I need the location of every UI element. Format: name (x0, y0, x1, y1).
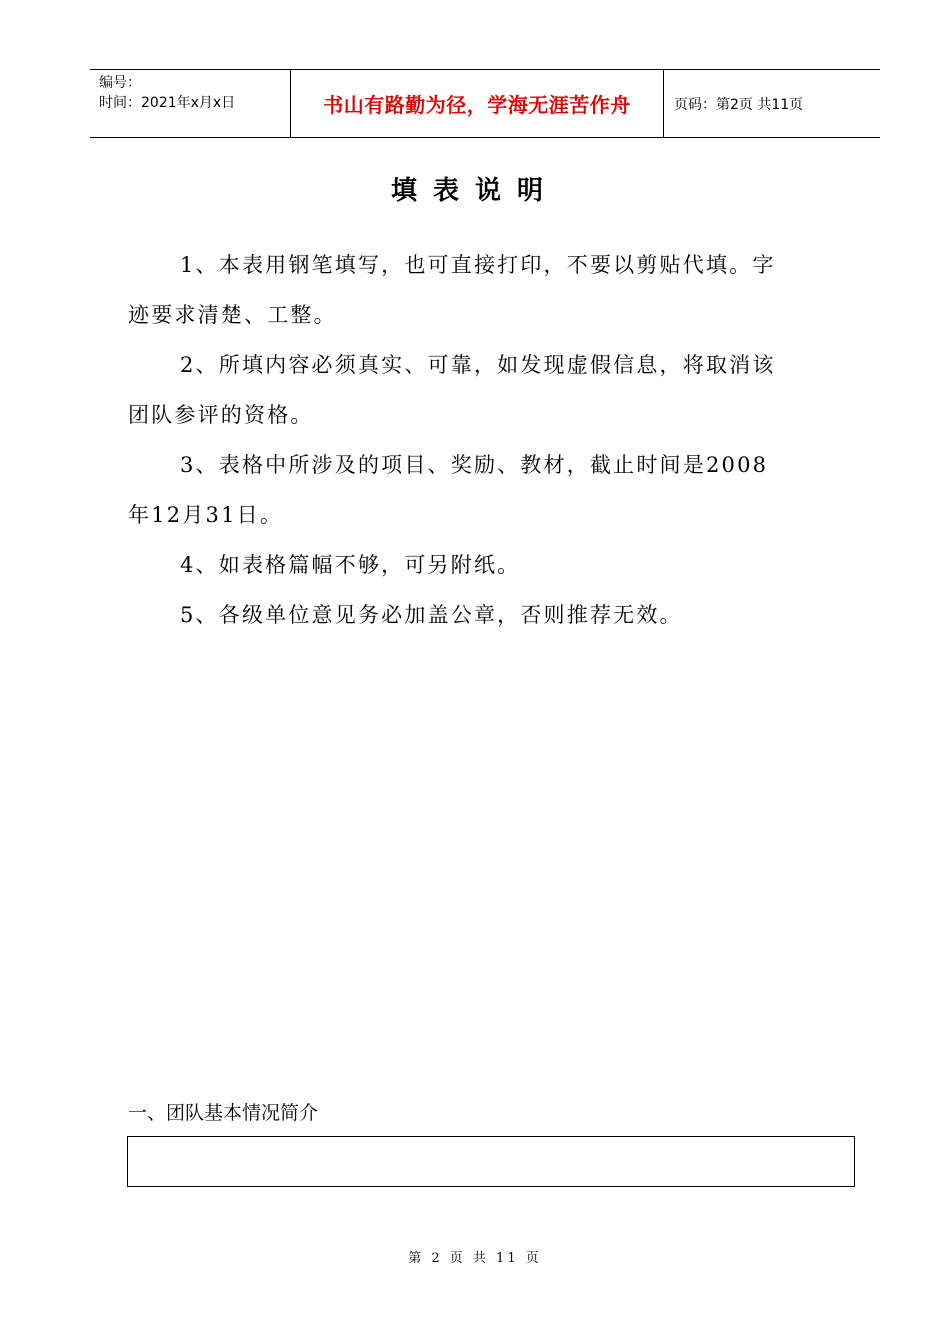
instruction-item (128, 240, 844, 340)
instruction-item (128, 540, 844, 590)
instruction-line: 4、如表格篇幅不够，可另附纸。 (180, 553, 521, 577)
header-motto-cell (291, 70, 664, 137)
section-content-box[interactable] (127, 1136, 855, 1187)
instruction-line: 5、各级单位意见务必加盖公章，否则推荐无效。 (180, 603, 683, 627)
instruction-line: 迹要求清楚、工整。 (128, 303, 337, 327)
header-meta (90, 70, 291, 137)
page-header (90, 69, 880, 138)
header-page-info: 页码：第2页 共11页 (674, 96, 804, 113)
header-motto: 书山有路勤为径，学海无涯苦作舟 (323, 93, 631, 117)
instruction-line: 团队参评的资格。 (128, 403, 314, 427)
instruction-line: 1、本表用钢笔填写，也可直接打印，不要以剪贴代填。字 (180, 253, 776, 277)
page-footer: 第 2 页 共 11 页 (408, 1251, 542, 1266)
number-label: 编号： (99, 75, 141, 91)
instruction-line: 年12月31日。 (128, 503, 284, 527)
page-title: 填表说明 (390, 176, 559, 206)
instruction-item (128, 340, 844, 440)
instruction-line: 3、表格中所涉及的项目、奖励、教材，截止时间是2008 (180, 453, 769, 477)
section-title: 一、团队基本情况简介 (128, 1102, 319, 1124)
instruction-item (128, 590, 844, 640)
instruction-line: 2、所填内容必须真实、可靠，如发现虚假信息，将取消该 (180, 353, 776, 377)
instruction-item (128, 440, 844, 540)
time-label: 时间：2021年x月x日 (99, 95, 236, 111)
